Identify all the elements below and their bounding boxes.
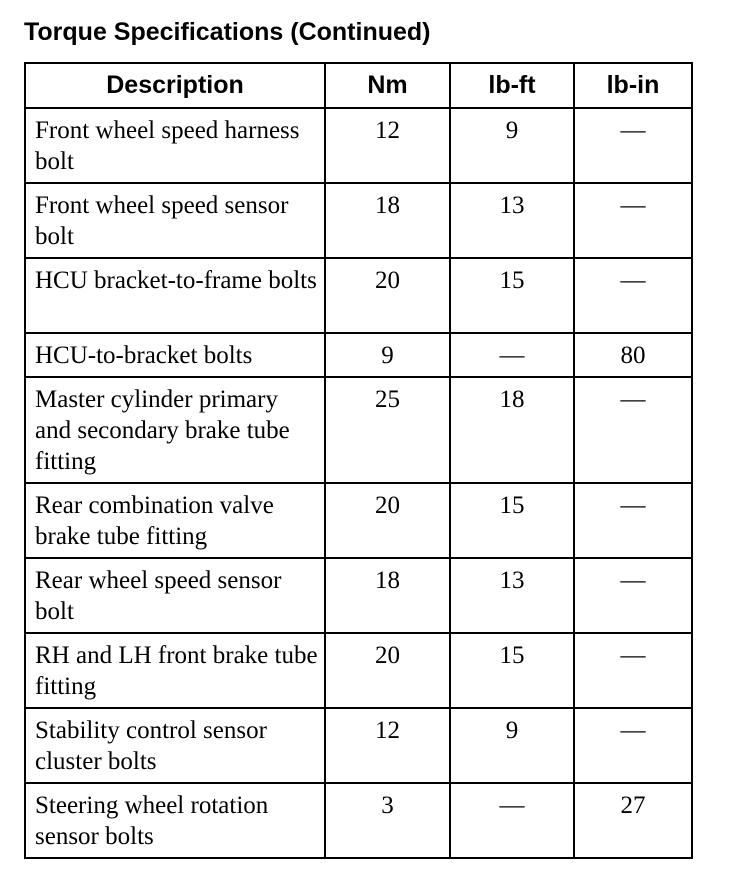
table-row bbox=[25, 377, 692, 483]
cell-lbft: 18 bbox=[450, 377, 574, 483]
table-row bbox=[25, 783, 692, 858]
cell-lbin: — bbox=[574, 633, 692, 708]
header-row bbox=[25, 63, 692, 108]
cell-description: Front wheel speed sensor bolt bbox=[25, 183, 325, 258]
cell-nm: 12 bbox=[325, 108, 450, 183]
cell-lbin: 80 bbox=[574, 333, 692, 377]
cell-description: Rear wheel speed sensor bolt bbox=[25, 558, 325, 633]
cell-nm: 3 bbox=[325, 783, 450, 858]
cell-lbin: 27 bbox=[574, 783, 692, 858]
cell-nm: 18 bbox=[325, 183, 450, 258]
cell-description: HCU-to-bracket bolts bbox=[25, 333, 325, 377]
header-description: Description bbox=[25, 63, 325, 108]
header-lbft: lb-ft bbox=[450, 63, 574, 108]
cell-lbin: — bbox=[574, 183, 692, 258]
cell-nm: 12 bbox=[325, 708, 450, 783]
table-row bbox=[25, 633, 692, 708]
cell-lbin: — bbox=[574, 377, 692, 483]
table-row bbox=[25, 183, 692, 258]
cell-lbft: 15 bbox=[450, 258, 574, 333]
cell-description: Stability control sensor cluster bolts bbox=[25, 708, 325, 783]
cell-lbft: 9 bbox=[450, 108, 574, 183]
cell-lbft: 15 bbox=[450, 633, 574, 708]
cell-description: Steering wheel rotation sensor bolts bbox=[25, 783, 325, 858]
header-lbin: lb-in bbox=[574, 63, 692, 108]
table-row bbox=[25, 333, 692, 377]
cell-lbin: — bbox=[574, 708, 692, 783]
cell-lbft: 13 bbox=[450, 558, 574, 633]
cell-description: Front wheel speed harness bolt bbox=[25, 108, 325, 183]
cell-lbft: 9 bbox=[450, 708, 574, 783]
page-title: Torque Specifications (Continued) bbox=[24, 18, 431, 46]
cell-nm: 20 bbox=[325, 633, 450, 708]
table-row bbox=[25, 708, 692, 783]
cell-lbin: — bbox=[574, 558, 692, 633]
cell-lbin: — bbox=[574, 483, 692, 558]
cell-description: Rear combination valve brake tube fitting bbox=[25, 483, 325, 558]
cell-lbft: 13 bbox=[450, 183, 574, 258]
table-row bbox=[25, 108, 692, 183]
table-row bbox=[25, 258, 692, 333]
cell-lbin: — bbox=[574, 108, 692, 183]
cell-description: RH and LH front brake tube fitting bbox=[25, 633, 325, 708]
cell-nm: 20 bbox=[325, 258, 450, 333]
cell-lbft: 15 bbox=[450, 483, 574, 558]
torque-spec-table bbox=[24, 62, 693, 859]
cell-lbin: — bbox=[574, 258, 692, 333]
cell-nm: 18 bbox=[325, 558, 450, 633]
cell-nm: 25 bbox=[325, 377, 450, 483]
cell-nm: 9 bbox=[325, 333, 450, 377]
cell-nm: 20 bbox=[325, 483, 450, 558]
table-row bbox=[25, 558, 692, 633]
cell-description: HCU bracket-to-frame bolts bbox=[25, 258, 325, 333]
table-row bbox=[25, 483, 692, 558]
cell-description: Master cylinder primary and secondary brake tube fitting bbox=[25, 377, 325, 483]
cell-lbft: — bbox=[450, 783, 574, 858]
header-nm: Nm bbox=[325, 63, 450, 108]
cell-lbft: — bbox=[450, 333, 574, 377]
